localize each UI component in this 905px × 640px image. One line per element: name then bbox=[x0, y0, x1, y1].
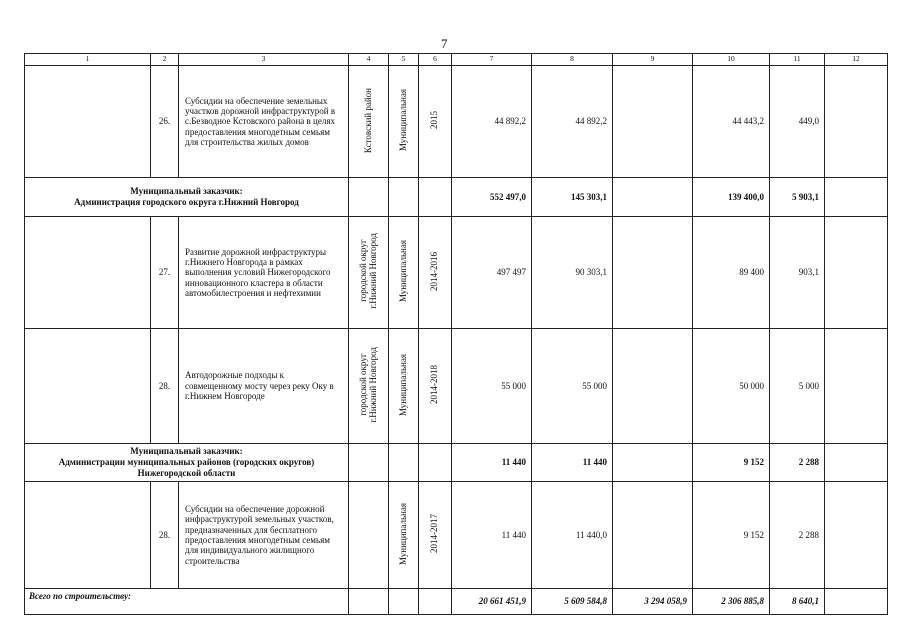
section-title-line: Администрации муниципальных районов (городских округов) bbox=[58, 456, 315, 467]
total-col7: 20 661 451,9 bbox=[452, 589, 532, 615]
empty-cell bbox=[389, 589, 419, 615]
value-col10: 139 400,0 bbox=[693, 178, 770, 217]
district-cell bbox=[349, 329, 389, 444]
value-col9 bbox=[613, 217, 693, 329]
total-row bbox=[25, 589, 888, 615]
column-number: 5 bbox=[389, 54, 419, 66]
value-col9 bbox=[613, 482, 693, 589]
district-line: городской округ bbox=[357, 353, 368, 416]
ownership-cell bbox=[389, 66, 419, 178]
period-cell bbox=[419, 329, 452, 444]
ownership-type: Муниципальная bbox=[397, 353, 408, 416]
implementation-period: 2014-2017 bbox=[429, 514, 440, 554]
column-number: 4 bbox=[349, 54, 389, 66]
value-col11: 449,0 bbox=[770, 66, 825, 178]
value-col10: 50 000 bbox=[693, 329, 770, 444]
empty-cell bbox=[349, 178, 389, 217]
value-col7: 552 497,0 bbox=[452, 178, 532, 217]
table-row bbox=[25, 482, 888, 589]
ownership-type: Муниципальная bbox=[397, 89, 408, 152]
district-cell bbox=[349, 217, 389, 329]
district-line: г.Нижний Новгород bbox=[367, 233, 378, 310]
value-col12 bbox=[825, 217, 888, 329]
implementation-period: 2014-2018 bbox=[429, 365, 440, 405]
period-cell bbox=[419, 217, 452, 329]
value-col12 bbox=[825, 482, 888, 589]
project-description: Автодорожные подходы к совмещенному мосту через реку Оку в г.Нижнем Новгороде bbox=[179, 329, 349, 444]
value-col8: 55 000 bbox=[532, 329, 613, 444]
period-cell bbox=[419, 482, 452, 589]
total-col10: 2 306 885,8 bbox=[693, 589, 770, 615]
section-title-line: Муниципальный заказчик: bbox=[130, 185, 243, 196]
value-col7: 11 440 bbox=[452, 444, 532, 482]
column-number: 1 bbox=[25, 54, 151, 66]
value-col7: 497 497 bbox=[452, 217, 532, 329]
value-col11: 5 000 bbox=[770, 329, 825, 444]
column-number: 9 bbox=[613, 54, 693, 66]
empty-cell bbox=[419, 178, 452, 217]
total-label: Всего по строительству: bbox=[25, 589, 349, 615]
empty-cell bbox=[389, 444, 419, 482]
value-col11: 2 288 bbox=[770, 482, 825, 589]
district-cell bbox=[349, 482, 389, 589]
value-col11: 903,1 bbox=[770, 217, 825, 329]
empty-cell bbox=[419, 589, 452, 615]
district-line: городской округ bbox=[357, 240, 368, 303]
column-number: 3 bbox=[179, 54, 349, 66]
section-title-line: Администрация городского округа г.Нижний Новгород bbox=[74, 197, 299, 207]
district-name: Кстовский район bbox=[362, 87, 373, 153]
column-number: 7 bbox=[452, 54, 532, 66]
value-col8: 11 440 bbox=[532, 444, 613, 482]
row-number: 26. bbox=[151, 66, 179, 178]
column-number-row bbox=[25, 54, 888, 66]
row-number: 27. bbox=[151, 217, 179, 329]
total-col12 bbox=[825, 589, 888, 615]
value-col7: 11 440 bbox=[452, 482, 532, 589]
value-col8: 145 303,1 bbox=[532, 178, 613, 217]
value-col9 bbox=[613, 178, 693, 217]
total-col8: 5 609 584,8 bbox=[532, 589, 613, 615]
section-title bbox=[25, 444, 349, 482]
value-col11: 2 288 bbox=[770, 444, 825, 482]
value-col9 bbox=[613, 444, 693, 482]
column-number: 8 bbox=[532, 54, 613, 66]
value-col10: 44 443,2 bbox=[693, 66, 770, 178]
row-number: 28. bbox=[151, 329, 179, 444]
table-row bbox=[25, 329, 888, 444]
ownership-cell bbox=[389, 482, 419, 589]
section-title bbox=[25, 178, 349, 217]
value-col12 bbox=[825, 178, 888, 217]
value-col11: 5 903,1 bbox=[770, 178, 825, 217]
implementation-period: 2014-2016 bbox=[429, 251, 440, 291]
empty-cell bbox=[25, 482, 151, 589]
value-col12 bbox=[825, 329, 888, 444]
district-line: г.Нижний Новгород bbox=[367, 346, 378, 423]
section-header-row bbox=[25, 178, 888, 217]
ownership-type: Муниципальная bbox=[397, 502, 408, 565]
value-col9 bbox=[613, 329, 693, 444]
column-number: 10 bbox=[693, 54, 770, 66]
section-title-line: Нижегородской области bbox=[137, 468, 236, 479]
value-col12 bbox=[825, 444, 888, 482]
district-name bbox=[359, 233, 379, 309]
column-number: 6 bbox=[419, 54, 452, 66]
period-cell bbox=[419, 66, 452, 178]
value-col7: 44 892,2 bbox=[452, 66, 532, 178]
ownership-type: Муниципальная bbox=[397, 240, 408, 303]
page-number: 7 bbox=[441, 36, 448, 51]
district-cell bbox=[349, 66, 389, 178]
empty-cell bbox=[389, 178, 419, 217]
empty-cell bbox=[25, 217, 151, 329]
value-col10: 89 400 bbox=[693, 217, 770, 329]
value-col12 bbox=[825, 66, 888, 178]
column-number: 12 bbox=[825, 54, 888, 66]
value-col8: 11 440,0 bbox=[532, 482, 613, 589]
implementation-period: 2015 bbox=[429, 111, 440, 130]
total-col9: 3 294 058,9 bbox=[613, 589, 693, 615]
project-description: Субсидии на обеспечение дорожной инфраструктурой земельных участков, предназначенных для бесплатного предоставления многодетным семьям для индивидуального жилищного строительства bbox=[179, 482, 349, 589]
project-description: Развитие дорожной инфраструктуры г.Нижнего Новгорода в рамках выполнения условий Нижегородского инновационного кластера в области автомобилестроения и нефтехимии bbox=[179, 217, 349, 329]
empty-cell bbox=[419, 444, 452, 482]
section-title-line: Муниципальный заказчик: bbox=[130, 445, 243, 456]
table-row bbox=[25, 66, 888, 178]
value-col10: 9 152 bbox=[693, 482, 770, 589]
program-table bbox=[24, 53, 888, 615]
project-description: Субсидии на обеспечение земельных участков дорожной инфраструктурой в с.Безводное Кстовского района в целях предоставления многодетным семьям для строительства жилых домов bbox=[179, 66, 349, 178]
row-number: 28. bbox=[151, 482, 179, 589]
column-number: 2 bbox=[151, 54, 179, 66]
value-col10: 9 152 bbox=[693, 444, 770, 482]
empty-cell bbox=[25, 66, 151, 178]
empty-cell bbox=[349, 589, 389, 615]
value-col8: 90 303,1 bbox=[532, 217, 613, 329]
value-col8: 44 892,2 bbox=[532, 66, 613, 178]
column-number: 11 bbox=[770, 54, 825, 66]
value-col7: 55 000 bbox=[452, 329, 532, 444]
empty-cell bbox=[349, 444, 389, 482]
ownership-cell bbox=[389, 329, 419, 444]
table-row bbox=[25, 217, 888, 329]
total-col11: 8 640,1 bbox=[770, 589, 825, 615]
district-name bbox=[359, 347, 379, 423]
empty-cell bbox=[25, 329, 151, 444]
section-header-row bbox=[25, 444, 888, 482]
ownership-cell bbox=[389, 217, 419, 329]
value-col9 bbox=[613, 66, 693, 178]
